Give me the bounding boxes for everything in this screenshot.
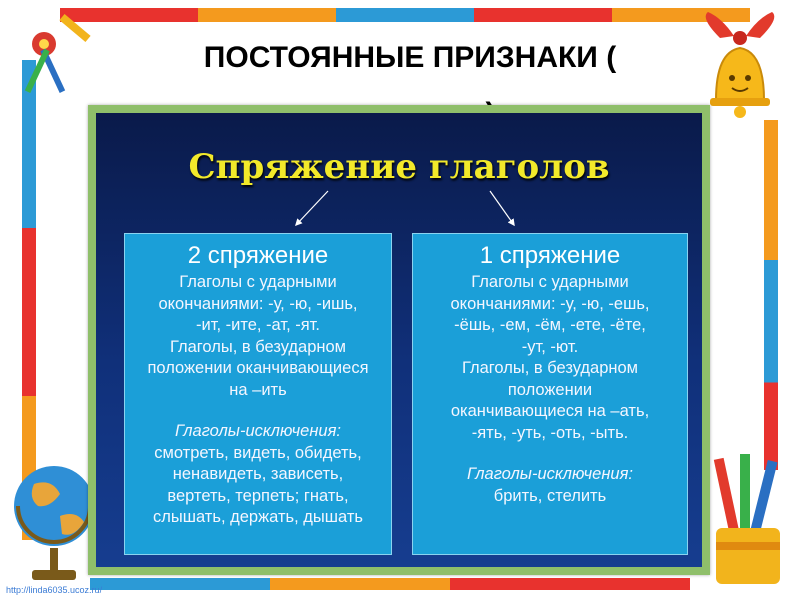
exceptions-title: Глаголы-исключения: bbox=[467, 465, 633, 483]
rule-line: окончаниями: -у, -ю, -ишь, bbox=[158, 294, 358, 313]
rule-line: -ут, -ют. bbox=[521, 337, 579, 356]
second-conjugation-box bbox=[124, 233, 392, 555]
exception-line: вертеть, терпеть; гнать, bbox=[167, 486, 349, 505]
exceptions-title: Глаголы-исключения: bbox=[175, 422, 341, 440]
board-heading: Спряжение глаголов bbox=[188, 147, 610, 187]
rule-line: положении bbox=[507, 380, 593, 399]
rule-line: оканчивающиеся на –ать, bbox=[450, 402, 650, 420]
decorative-frame-right bbox=[764, 120, 778, 470]
rule-line: -ёшь, -ем, -ём, -ете, -ёте, bbox=[454, 316, 646, 334]
rule-line: Глаголы, в безударном bbox=[169, 337, 347, 356]
content-board bbox=[88, 105, 710, 575]
rule-line: -ять, -уть, -оть, -ыть. bbox=[471, 423, 629, 442]
source-link[interactable]: http://linda6035.ucoz.ru/ bbox=[6, 585, 103, 595]
rule-line: Глаголы, в безударном bbox=[461, 359, 639, 377]
board-panel bbox=[96, 113, 702, 567]
compass-icon bbox=[14, 14, 100, 100]
decorative-frame-bottom bbox=[90, 578, 690, 590]
arrow-left bbox=[296, 191, 328, 225]
slide-title: ПОСТОЯННЫЕ ПРИЗНАКИ ( bbox=[203, 41, 617, 74]
exception-line: смотреть, видеть, обидеть, bbox=[154, 443, 362, 462]
rule-line: Глаголы с ударными bbox=[471, 273, 629, 291]
second-conjugation-title: 2 спряжение bbox=[187, 242, 329, 269]
rule-line: положении оканчивающиеся bbox=[147, 359, 369, 377]
exception-line: слышать, держать, дышать bbox=[153, 508, 363, 526]
rule-line: окончаниями: -у, -ю, -ешь, bbox=[450, 294, 650, 313]
exception-line: ненавидеть, зависеть, bbox=[172, 465, 344, 483]
rule-line: -ит, -ите, -ат, -ят. bbox=[196, 316, 320, 334]
exception-line: брить, стелить bbox=[493, 486, 607, 505]
pencil-cup-icon bbox=[700, 450, 796, 590]
first-conjugation-title: 1 спряжение bbox=[479, 242, 621, 269]
rule-line: на –ить bbox=[229, 380, 287, 399]
rule-line: Глаголы с ударными bbox=[179, 273, 337, 291]
arrow-right bbox=[490, 191, 514, 225]
decorative-frame-top bbox=[60, 8, 750, 22]
first-conjugation-box bbox=[412, 233, 688, 555]
